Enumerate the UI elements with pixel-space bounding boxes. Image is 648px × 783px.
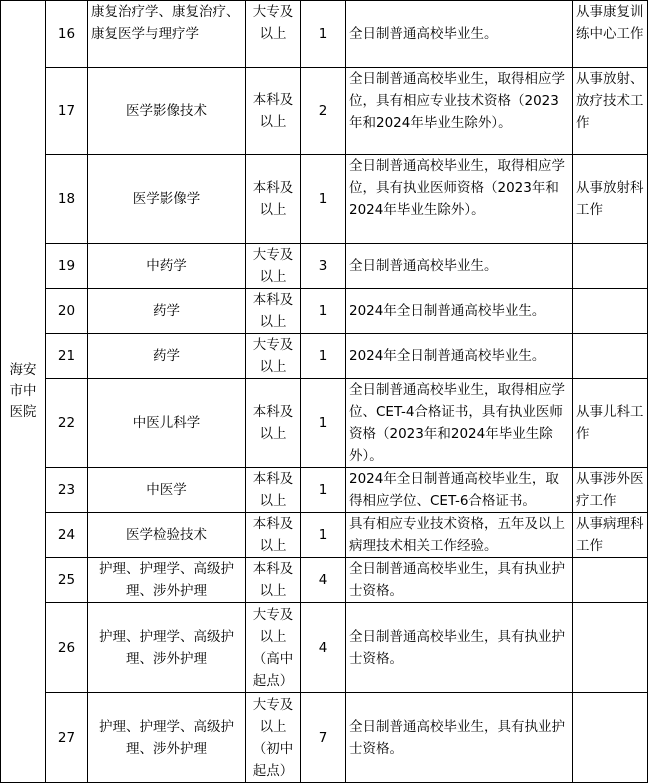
major-cell: 中医儿科学 [88, 379, 246, 468]
requirement-cell: 具有相应专业技术资格，五年及以上病理技术相关工作经验。 [346, 513, 573, 558]
degree-cell: 本科及以上 [246, 379, 301, 468]
table-row [1, 244, 648, 289]
row-number: 25 [46, 558, 88, 603]
row-number: 17 [46, 68, 88, 155]
note-cell [573, 693, 648, 783]
major-cell: 康复治疗学、康复治疗、康复医学与理疗学 [88, 1, 246, 68]
table-row [1, 289, 648, 334]
row-number: 23 [46, 468, 88, 513]
note-cell [573, 244, 648, 289]
note-cell: 从事儿科工作 [573, 379, 648, 468]
note-cell: 从事涉外医疗工作 [573, 468, 648, 513]
count-cell: 1 [301, 334, 346, 379]
table-row [1, 155, 648, 244]
unit-cell [1, 1, 46, 783]
count-cell: 4 [301, 558, 346, 603]
major-cell: 护理、护理学、高级护理、涉外护理 [88, 603, 246, 693]
degree-cell: 大专及以上 [246, 334, 301, 379]
table-row [1, 1, 648, 68]
degree-cell: 本科及以上 [246, 68, 301, 155]
requirement-cell: 全日制普通高校毕业生。 [346, 244, 573, 289]
row-number: 20 [46, 289, 88, 334]
degree-cell: 大专及以上（初中起点） [246, 693, 301, 783]
count-cell: 4 [301, 603, 346, 693]
unit-name: 海安市中医院 [9, 362, 37, 420]
requirement-cell: 全日制普通高校毕业生，具有执业护士资格。 [346, 603, 573, 693]
requirement-cell: 2024年全日制普通高校毕业生，取得相应学位、CET-6合格证书。 [346, 468, 573, 513]
count-cell: 1 [301, 155, 346, 244]
major-cell: 药学 [88, 289, 246, 334]
row-number: 18 [46, 155, 88, 244]
requirement-cell: 2024年全日制普通高校毕业生。 [346, 334, 573, 379]
row-number: 21 [46, 334, 88, 379]
count-cell: 1 [301, 513, 346, 558]
major-cell: 医学影像技术 [88, 68, 246, 155]
table-row [1, 693, 648, 783]
degree-cell: 本科及以上 [246, 558, 301, 603]
note-cell: 从事病理科工作 [573, 513, 648, 558]
note-cell [573, 334, 648, 379]
row-number: 22 [46, 379, 88, 468]
table-row [1, 468, 648, 513]
degree-cell: 本科及以上 [246, 289, 301, 334]
note-cell: 从事康复训练中心工作 [573, 1, 648, 68]
degree-cell: 大专及以上 [246, 1, 301, 68]
note-cell [573, 289, 648, 334]
table-row [1, 513, 648, 558]
degree-cell: 本科及以上 [246, 513, 301, 558]
table-row [1, 379, 648, 468]
count-cell: 1 [301, 289, 346, 334]
note-cell: 从事放射科工作 [573, 155, 648, 244]
degree-cell: 大专及以上（高中起点） [246, 603, 301, 693]
table-row [1, 603, 648, 693]
note-cell: 从事放射、放疗技术工作 [573, 68, 648, 155]
count-cell: 1 [301, 1, 346, 68]
count-cell: 2 [301, 68, 346, 155]
requirement-cell: 全日制普通高校毕业生，具有执业护士资格。 [346, 693, 573, 783]
requirement-cell: 全日制普通高校毕业生，取得相应学位，具有执业医师资格（2023年和2024年毕业生除外）。 [346, 155, 573, 244]
degree-cell: 大专及以上 [246, 244, 301, 289]
count-cell: 3 [301, 244, 346, 289]
degree-cell: 本科及以上 [246, 155, 301, 244]
note-cell [573, 603, 648, 693]
requirement-cell: 全日制普通高校毕业生。 [346, 1, 573, 68]
requirement-cell: 全日制普通高校毕业生，具有执业护士资格。 [346, 558, 573, 603]
requirement-cell: 2024年全日制普通高校毕业生。 [346, 289, 573, 334]
count-cell: 7 [301, 693, 346, 783]
table-row [1, 334, 648, 379]
row-number: 26 [46, 603, 88, 693]
major-cell: 医学影像学 [88, 155, 246, 244]
major-cell: 护理、护理学、高级护理、涉外护理 [88, 558, 246, 603]
row-number: 19 [46, 244, 88, 289]
count-cell: 1 [301, 468, 346, 513]
major-cell: 医学检验技术 [88, 513, 246, 558]
major-cell: 药学 [88, 334, 246, 379]
count-cell: 1 [301, 379, 346, 468]
table-row [1, 68, 648, 155]
row-number: 24 [46, 513, 88, 558]
requirement-cell: 全日制普通高校毕业生，取得相应学位、CET-4合格证书，具有执业医师资格（2023年和2024年毕业生除外）。 [346, 379, 573, 468]
major-cell: 护理、护理学、高级护理、涉外护理 [88, 693, 246, 783]
note-cell [573, 558, 648, 603]
degree-cell: 本科及以上 [246, 468, 301, 513]
row-number: 16 [46, 1, 88, 68]
requirement-cell: 全日制普通高校毕业生，取得相应学位，具有相应专业技术资格（2023年和2024年毕业生除外）。 [346, 68, 573, 155]
table-row [1, 558, 648, 603]
row-number: 27 [46, 693, 88, 783]
major-cell: 中药学 [88, 244, 246, 289]
major-cell: 中医学 [88, 468, 246, 513]
